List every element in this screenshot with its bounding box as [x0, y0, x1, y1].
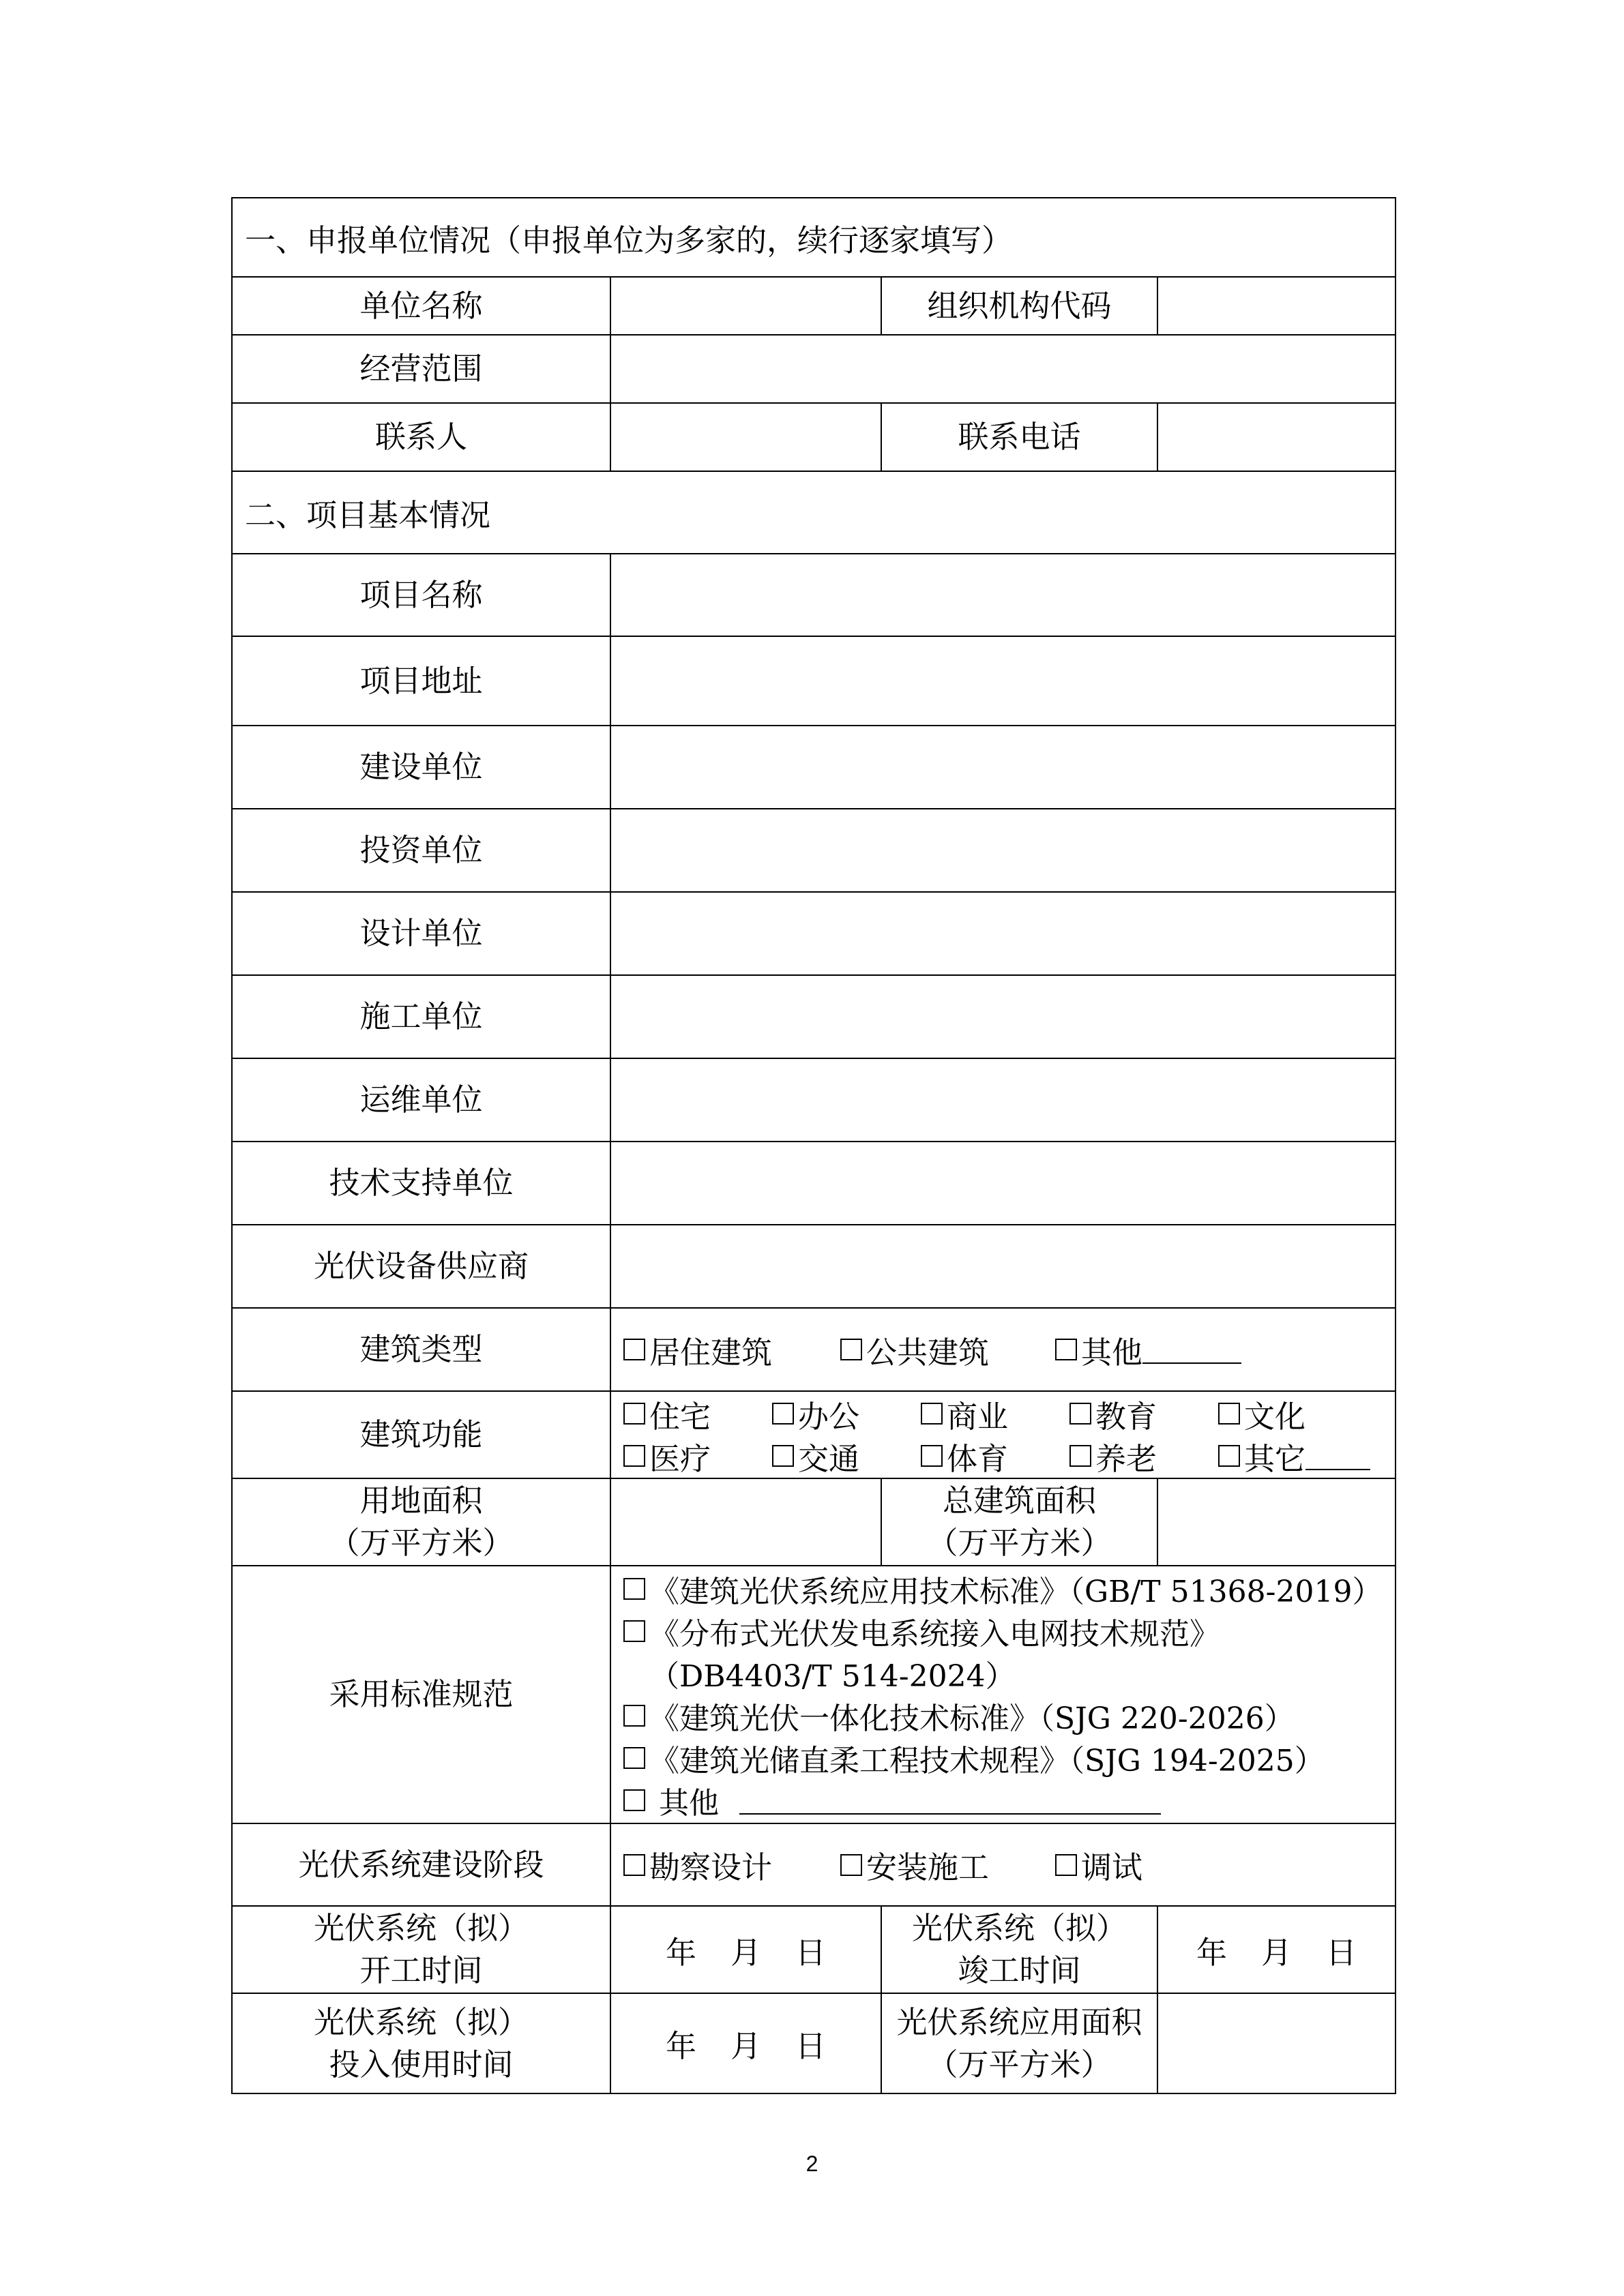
- function-option-office[interactable]: [772, 1392, 921, 1436]
- stage-options: [610, 1823, 1396, 1906]
- option-label: 医疗: [649, 1440, 711, 1477]
- option-label: 教育: [1095, 1398, 1157, 1435]
- function-option-residence[interactable]: [623, 1392, 772, 1436]
- operation-time-field[interactable]: [610, 1993, 881, 2093]
- option-label: 公共建筑: [866, 1334, 990, 1371]
- completion-time-field[interactable]: [1157, 1906, 1396, 1993]
- year-text: 年: [1196, 1934, 1227, 1971]
- checkbox-icon[interactable]: [772, 1445, 794, 1467]
- standard-text: 《分布式光伏发电系统接入电网技术规范》: [649, 1617, 1220, 1652]
- month-text: 月: [730, 1934, 761, 1971]
- start-time-field[interactable]: [610, 1906, 881, 1993]
- business-scope-field[interactable]: [610, 335, 1396, 403]
- section1-title: 一、申报单位情况（申报单位为多家的，续行逐家填写）: [232, 198, 1396, 277]
- other-blank-line[interactable]: [739, 1786, 1161, 1815]
- month-text: 月: [1261, 1934, 1293, 1971]
- building-function-options: [610, 1391, 1396, 1478]
- building-type-option-residential[interactable]: [623, 1328, 840, 1372]
- checkbox-icon[interactable]: [623, 1339, 645, 1360]
- building-type-option-other[interactable]: [1055, 1328, 1241, 1372]
- operation-time-label-line1: 光伏系统（拟）: [313, 2003, 529, 2040]
- function-option-commercial[interactable]: [921, 1392, 1069, 1436]
- other-blank-line[interactable]: [1142, 1335, 1241, 1364]
- checkbox-icon[interactable]: [921, 1445, 943, 1467]
- option-label: 体育: [947, 1440, 1009, 1477]
- investment-unit-label: 投资单位: [232, 809, 610, 892]
- project-name-field[interactable]: [610, 554, 1396, 636]
- application-form-table: [231, 197, 1396, 2094]
- option-label: 交通: [798, 1440, 860, 1477]
- checkbox-icon[interactable]: [623, 1747, 645, 1769]
- checkbox-icon[interactable]: [623, 1445, 645, 1467]
- operation-time-label: [232, 1993, 610, 2093]
- tech-support-unit-field[interactable]: [610, 1142, 1396, 1225]
- pv-area-label-line1: 光伏系统应用面积: [896, 2003, 1142, 2040]
- build-unit-field[interactable]: [610, 975, 1396, 1058]
- land-area-field[interactable]: [610, 1478, 881, 1566]
- checkbox-icon[interactable]: [840, 1339, 862, 1360]
- contact-label: 联系人: [232, 403, 610, 471]
- construction-unit-field[interactable]: [610, 726, 1396, 809]
- pv-area-label-line2: （万平方米）: [927, 2046, 1112, 2083]
- start-time-label: [232, 1906, 610, 1993]
- build-unit-label: 施工单位: [232, 975, 610, 1058]
- checkbox-icon[interactable]: [1069, 1445, 1091, 1467]
- phone-field[interactable]: [1157, 403, 1396, 471]
- pv-supplier-label: 光伏设备供应商: [232, 1225, 610, 1308]
- checkbox-icon[interactable]: [1055, 1854, 1077, 1876]
- start-time-label-line1: 光伏系统（拟）: [313, 1910, 529, 1946]
- standard-text: 《建筑光伏系统应用技术标准》（GB/T 51368-2019）: [649, 1575, 1383, 1609]
- pv-area-label: [881, 1993, 1157, 2093]
- function-option-medical[interactable]: [623, 1434, 772, 1478]
- function-option-sports[interactable]: [921, 1434, 1069, 1478]
- checkbox-icon[interactable]: [623, 1854, 645, 1876]
- construction-unit-label: 建设单位: [232, 726, 610, 809]
- stage-option-survey-design[interactable]: [623, 1843, 840, 1887]
- function-option-other[interactable]: [1218, 1434, 1370, 1478]
- project-address-label: 项目地址: [232, 636, 610, 726]
- standard-option-3[interactable]: [623, 1695, 1395, 1737]
- checkbox-icon[interactable]: [772, 1403, 794, 1425]
- land-area-label-line1: 用地面积: [359, 1482, 483, 1519]
- land-area-label-line2: （万平方米）: [329, 1525, 514, 1561]
- design-unit-field[interactable]: [610, 892, 1396, 975]
- land-area-label: [232, 1478, 610, 1566]
- standard-option-2-continued: [623, 1652, 1395, 1695]
- option-label: 办公: [798, 1398, 860, 1435]
- checkbox-icon[interactable]: [1218, 1403, 1240, 1425]
- checkbox-icon[interactable]: [623, 1620, 645, 1642]
- page-number: 2: [806, 2151, 818, 2176]
- checkbox-icon[interactable]: [623, 1789, 645, 1811]
- completion-time-label: [881, 1906, 1157, 1993]
- unit-name-label: 单位名称: [232, 277, 610, 335]
- option-label: 商业: [947, 1398, 1009, 1435]
- stage-label: 光伏系统建设阶段: [232, 1823, 610, 1906]
- om-unit-field[interactable]: [610, 1058, 1396, 1142]
- business-scope-label: 经营范围: [232, 335, 610, 403]
- checkbox-icon[interactable]: [623, 1705, 645, 1727]
- day-text: 日: [795, 1934, 827, 1971]
- option-label: 养老: [1095, 1440, 1157, 1477]
- function-option-elderly[interactable]: [1069, 1434, 1218, 1478]
- checkbox-icon[interactable]: [623, 1403, 645, 1425]
- day-text: 日: [1326, 1934, 1357, 1971]
- pv-area-field[interactable]: [1157, 1993, 1396, 2093]
- completion-time-label-line2: 竣工时间: [958, 1952, 1081, 1988]
- pv-supplier-field[interactable]: [610, 1225, 1396, 1308]
- start-time-label-line2: 开工时间: [359, 1952, 483, 1988]
- option-label: 文化: [1244, 1398, 1306, 1435]
- function-option-education[interactable]: [1069, 1392, 1218, 1436]
- total-floor-area-label-line1: 总建筑面积: [942, 1482, 1096, 1519]
- design-unit-label: 设计单位: [232, 892, 610, 975]
- checkbox-icon[interactable]: [921, 1403, 943, 1425]
- checkbox-icon[interactable]: [1218, 1445, 1240, 1467]
- standard-text: 《建筑光储直柔工程技术规程》（SJG 194-2025）: [649, 1744, 1325, 1778]
- building-type-option-public[interactable]: [840, 1328, 1055, 1372]
- option-label: 安装施工: [866, 1849, 990, 1885]
- option-label: 调试: [1081, 1849, 1143, 1885]
- standard-option-other[interactable]: [623, 1779, 1395, 1821]
- total-floor-area-label-line2: （万平方米）: [927, 1525, 1112, 1561]
- tech-support-unit-label: 技术支持单位: [232, 1142, 610, 1225]
- option-label: 居住建筑: [649, 1334, 773, 1371]
- function-option-transport[interactable]: [772, 1434, 921, 1478]
- standard-option-1[interactable]: [623, 1568, 1395, 1610]
- contact-field[interactable]: [610, 403, 881, 471]
- standard-text: 其他: [659, 1786, 719, 1821]
- checkbox-icon[interactable]: [840, 1854, 862, 1876]
- year-text: 年: [665, 1934, 696, 1971]
- option-label: 住宅: [649, 1398, 711, 1435]
- standards-options: [610, 1566, 1396, 1823]
- option-label: 勘察设计: [649, 1849, 773, 1885]
- unit-name-field[interactable]: [610, 277, 881, 335]
- building-type-label: 建筑类型: [232, 1308, 610, 1391]
- org-code-label: 组织机构代码: [881, 277, 1157, 335]
- operation-time-label-line2: 投入使用时间: [329, 2046, 514, 2083]
- checkbox-icon[interactable]: [1055, 1339, 1077, 1360]
- stage-option-installation[interactable]: [840, 1843, 1055, 1887]
- om-unit-label: 运维单位: [232, 1058, 610, 1142]
- day-text: 日: [795, 2028, 827, 2064]
- completion-time-label-line1: 光伏系统（拟）: [911, 1910, 1127, 1946]
- standard-option-4[interactable]: [623, 1737, 1395, 1779]
- total-floor-area-field[interactable]: [1157, 1478, 1396, 1566]
- org-code-field[interactable]: [1157, 277, 1396, 335]
- year-text: 年: [665, 2028, 696, 2064]
- section2-title: 二、项目基本情况: [232, 471, 1396, 554]
- building-type-options: [610, 1308, 1396, 1391]
- function-option-culture[interactable]: [1218, 1392, 1305, 1436]
- standard-option-2[interactable]: [623, 1610, 1395, 1652]
- stage-option-commissioning[interactable]: [1055, 1843, 1142, 1887]
- investment-unit-field[interactable]: [610, 809, 1396, 892]
- total-floor-area-label: [881, 1478, 1157, 1566]
- option-label: 其他: [1081, 1334, 1143, 1371]
- project-address-field[interactable]: [610, 636, 1396, 726]
- month-text: 月: [730, 2028, 761, 2064]
- standard-text: （DB4403/T 514-2024）: [649, 1659, 1016, 1694]
- checkbox-icon[interactable]: [1069, 1403, 1091, 1425]
- standards-label: 采用标准规范: [232, 1566, 610, 1823]
- building-function-label: 建筑功能: [232, 1391, 610, 1478]
- checkbox-icon[interactable]: [623, 1578, 645, 1600]
- option-label: 其它: [1244, 1440, 1306, 1477]
- standard-text: 《建筑光伏一体化技术标准》（SJG 220-2026）: [649, 1701, 1295, 1736]
- other-blank-line[interactable]: [1305, 1442, 1370, 1470]
- phone-label: 联系电话: [881, 403, 1157, 471]
- project-name-label: 项目名称: [232, 554, 610, 636]
